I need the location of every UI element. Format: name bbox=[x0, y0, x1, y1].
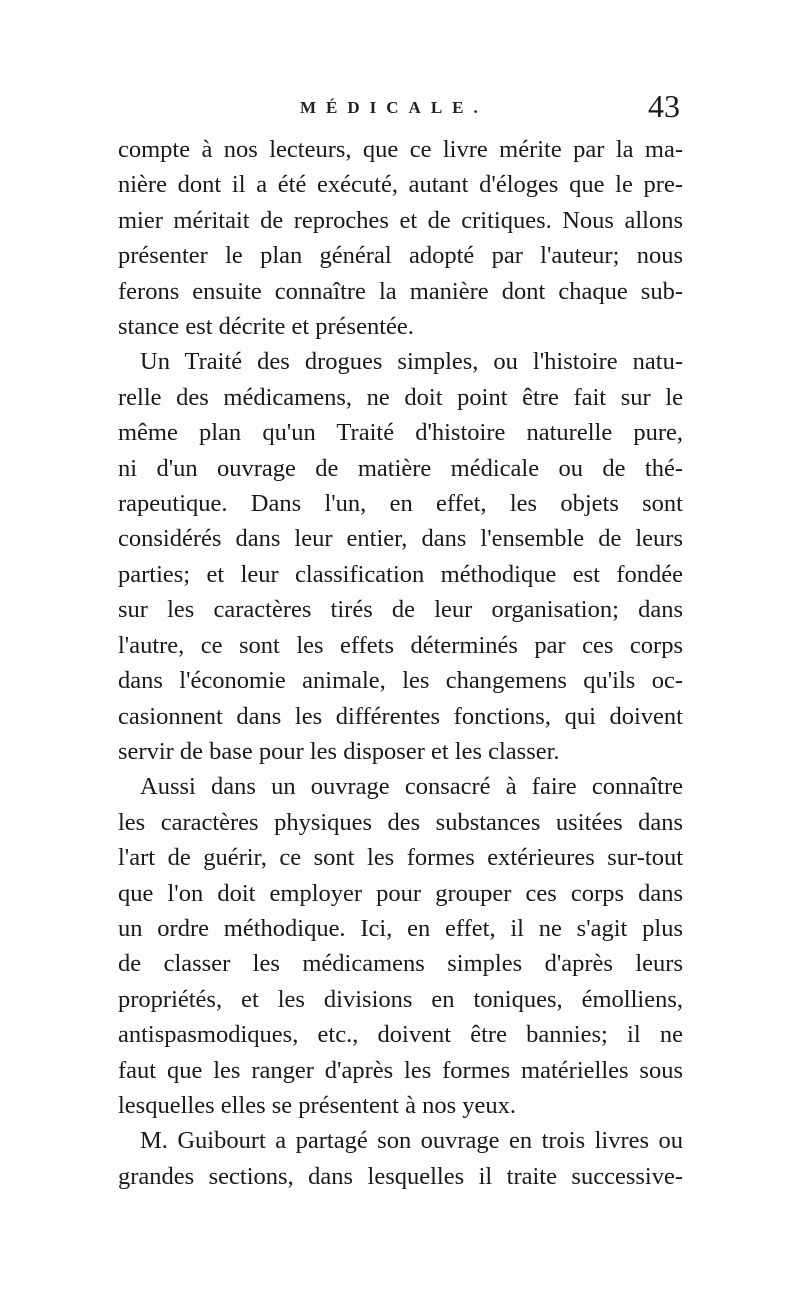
text-line: casionnent dans les différentes fonctions, qui doivent bbox=[118, 702, 683, 730]
text-line: mier méritait de reproches et de critiques. Nous allons bbox=[118, 206, 683, 234]
text-line: propriétés, et les divisions en toniques, émolliens, bbox=[118, 985, 683, 1013]
text-line: l'autre, ce sont les effets déterminés par ces corps bbox=[118, 631, 683, 659]
text-line: parties; et leur classification méthodique est fondée bbox=[118, 560, 683, 588]
running-title: MÉDICALE. bbox=[300, 98, 488, 117]
text-line: nière dont il a été exécuté, autant d'éloges que le pre- bbox=[118, 171, 683, 199]
text-line: ferons ensuite connaître la manière dont chaque sub- bbox=[118, 277, 683, 305]
text-line: considérés dans leur entier, dans l'ensemble de leurs bbox=[118, 525, 683, 553]
text-line: Aussi dans un ouvrage consacré à faire connaître bbox=[140, 773, 683, 801]
text-line: l'art de guérir, ce sont les formes extérieures sur-tout bbox=[118, 844, 683, 872]
text-line: même plan qu'un Traité d'histoire naturelle pure, bbox=[118, 419, 683, 447]
running-head bbox=[0, 88, 800, 132]
text-line: servir de base pour les disposer et les classer. bbox=[118, 737, 560, 765]
text-line: sur les caractères tirés de leur organisation; dans bbox=[118, 596, 683, 624]
text-line: M. Guibourt a partagé son ouvrage en trois livres ou bbox=[140, 1127, 683, 1155]
text-line: de classer les médicamens simples d'après leurs bbox=[118, 950, 683, 978]
text-line: grandes sections, dans lesquelles il traite successive- bbox=[118, 1162, 683, 1190]
body-text bbox=[118, 132, 683, 1194]
text-line: rapeutique. Dans l'un, en effet, les objets sont bbox=[118, 490, 683, 518]
page-number: 43 bbox=[648, 88, 680, 124]
text-line: faut que les ranger d'après les formes matérielles sous bbox=[118, 1056, 683, 1084]
text-line: ni d'un ouvrage de matière médicale ou de thé- bbox=[118, 454, 683, 482]
text-line: que l'on doit employer pour grouper ces corps dans bbox=[118, 879, 683, 907]
text-line: Un Traité des drogues simples, ou l'histoire natu- bbox=[140, 348, 683, 376]
text-line: relle des médicamens, ne doit point être fait sur le bbox=[118, 383, 683, 411]
text-line: les caractères physiques des substances usitées dans bbox=[118, 808, 683, 836]
text-line: un ordre méthodique. Ici, en effet, il ne s'agit plus bbox=[118, 914, 683, 942]
text-line: compte à nos lecteurs, que ce livre mérite par la ma- bbox=[118, 136, 683, 163]
text-line: antispasmodiques, etc., doivent être bannies; il ne bbox=[118, 1021, 683, 1049]
text-line: dans l'économie animale, les changemens qu'ils oc- bbox=[118, 667, 683, 695]
text-line: lesquelles elles se présentent à nos yeux. bbox=[118, 1091, 517, 1119]
text-line: présenter le plan général adopté par l'auteur; nous bbox=[118, 242, 683, 270]
text-line: stance est décrite et présentée. bbox=[118, 313, 414, 341]
